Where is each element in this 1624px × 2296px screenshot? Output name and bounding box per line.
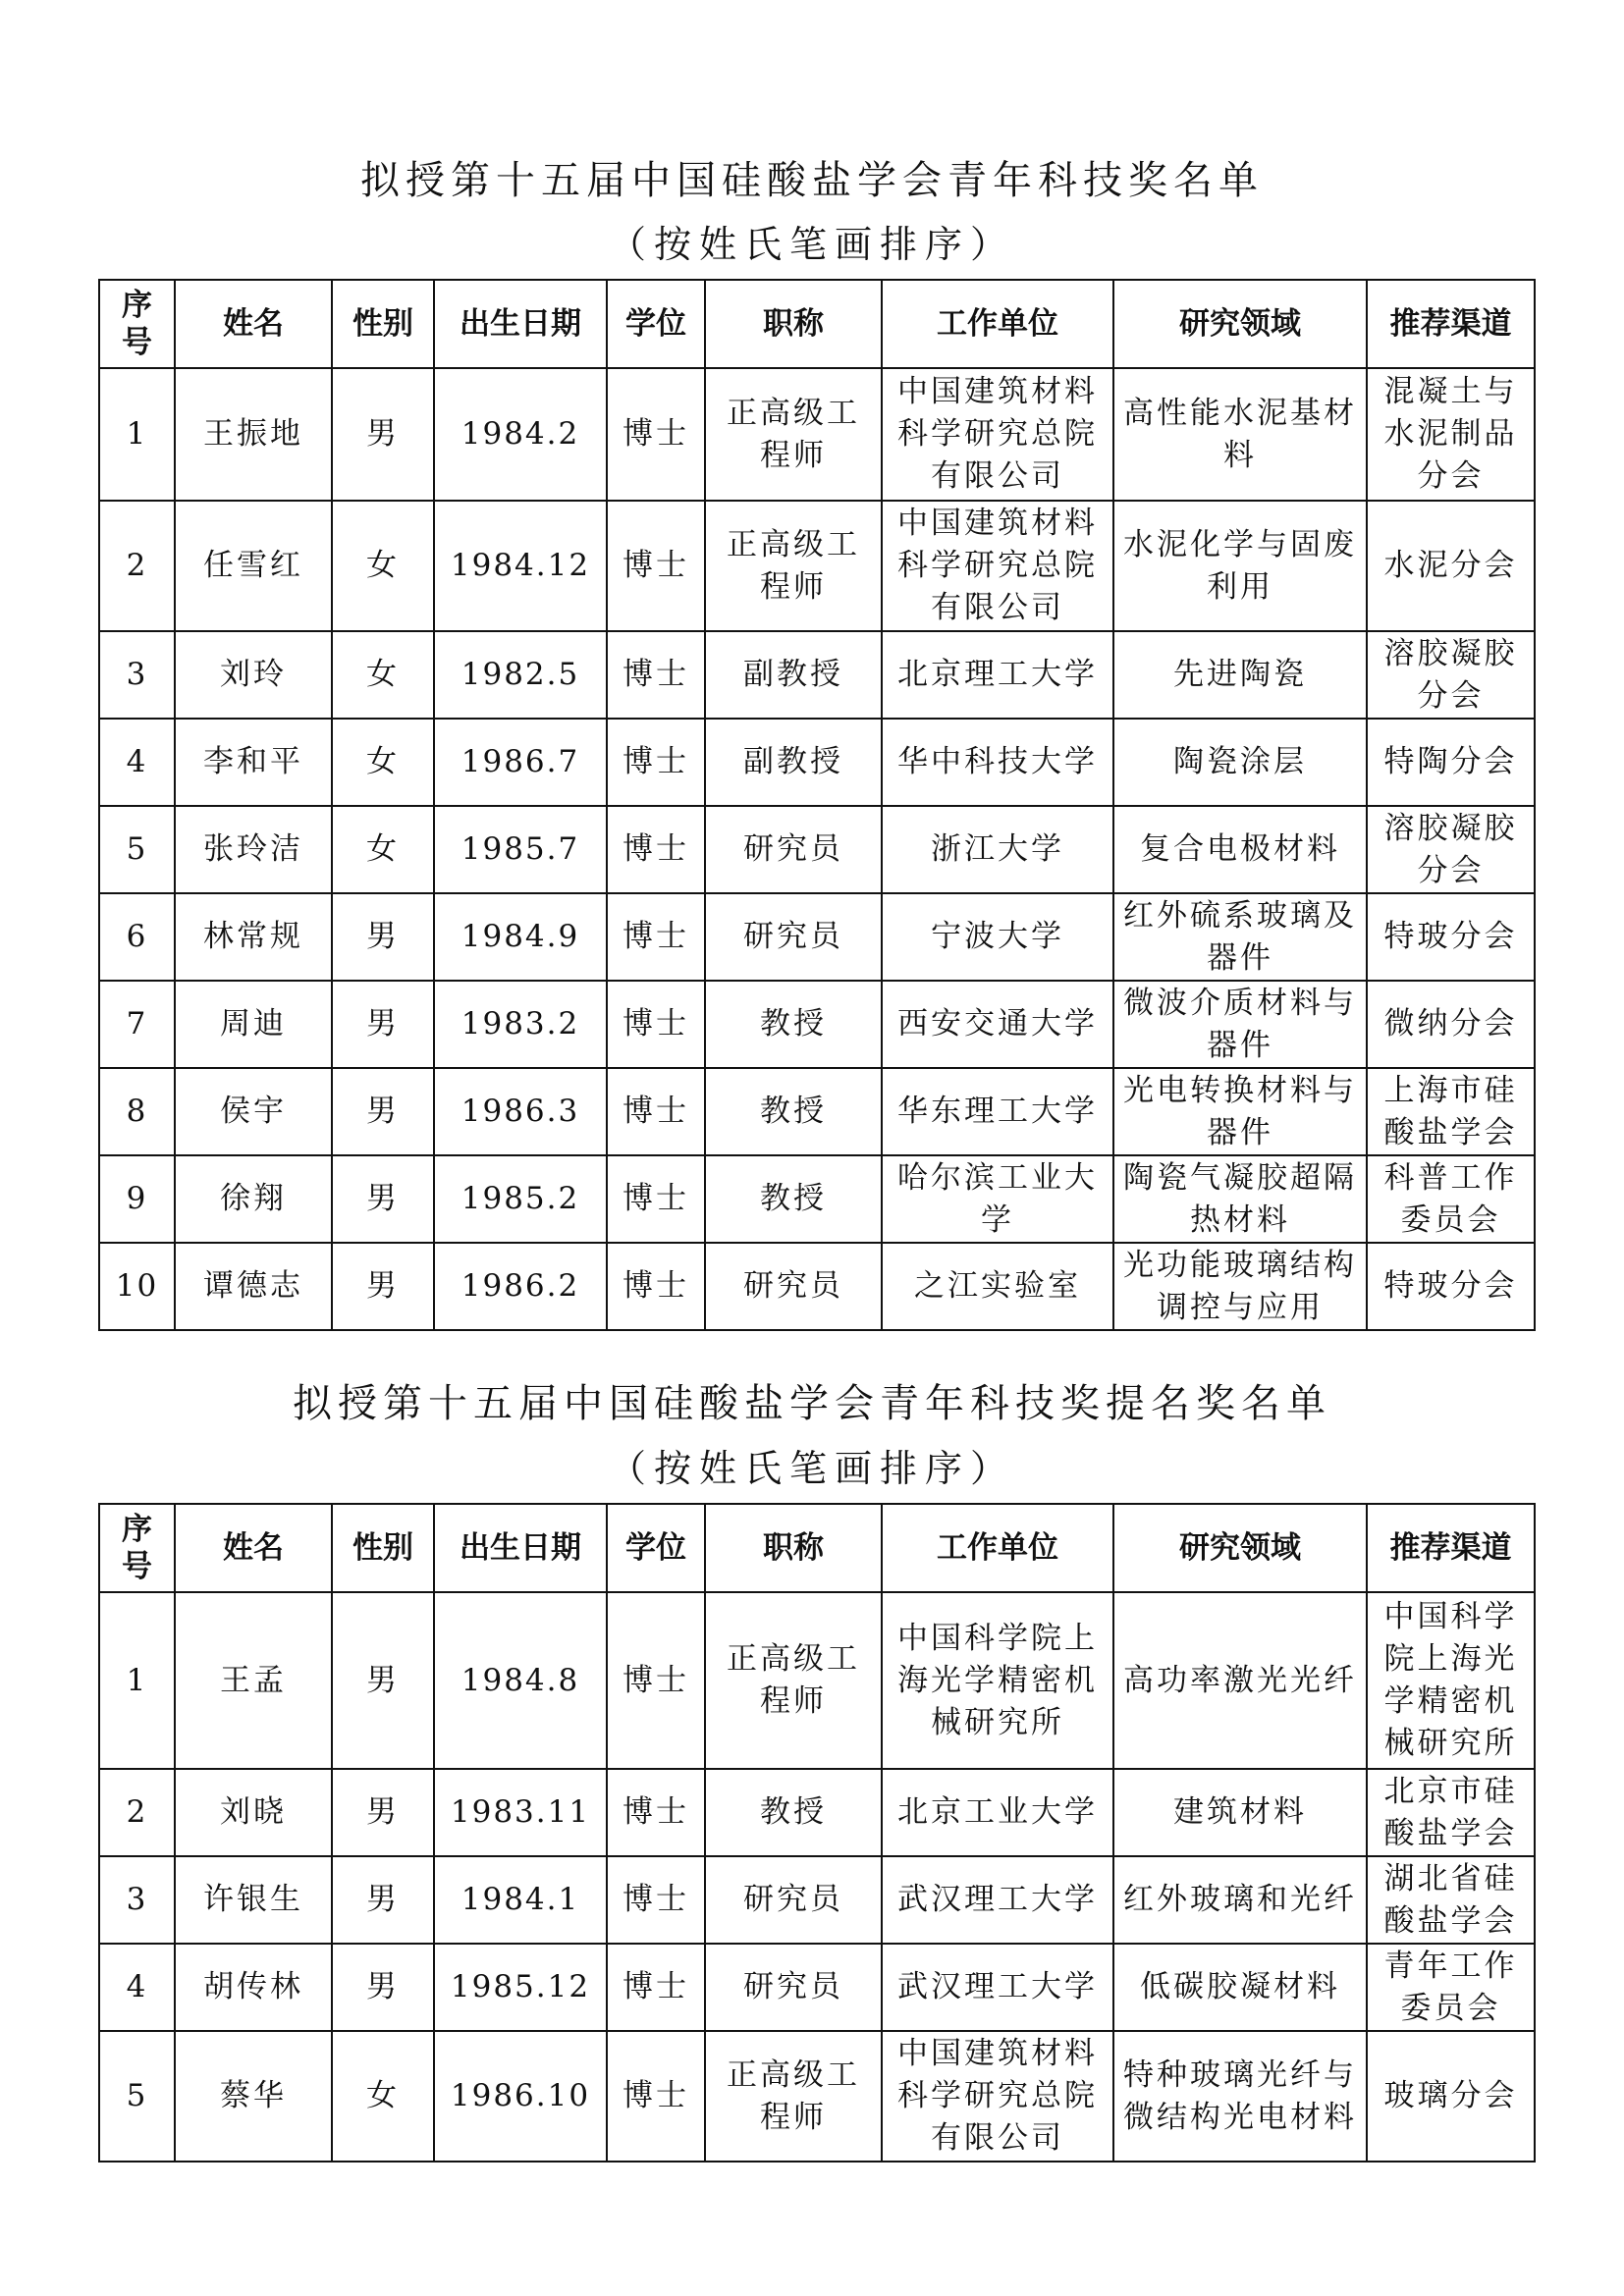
- research-field-cell: 光电转换材料与器件: [1113, 1068, 1367, 1155]
- degree-cell: 博士: [607, 1243, 705, 1330]
- recommend-channel-cell: 溶胶凝胶分会: [1367, 806, 1535, 893]
- birth-date-cell: 1982.5: [434, 631, 607, 719]
- title-rank-cell: 研究员: [705, 806, 882, 893]
- header-cell: 推荐渠道: [1367, 280, 1535, 368]
- work-unit-cell: 中国科学院上海光学精密机械研究所: [882, 1592, 1113, 1769]
- recommend-channel-cell: 科普工作委员会: [1367, 1155, 1535, 1243]
- research-field-cell: 陶瓷涂层: [1113, 719, 1367, 806]
- section2-subtitle: （按姓氏笔画排序）: [608, 1447, 1015, 1490]
- name-cell: 许银生: [175, 1856, 332, 1944]
- section1-subtitle: （按姓氏笔画排序）: [608, 223, 1015, 266]
- header-cell: 性别: [332, 280, 434, 368]
- gender-cell: 女: [332, 806, 434, 893]
- gender-cell: 女: [332, 631, 434, 719]
- table-row: [99, 501, 1535, 631]
- work-unit-cell: 北京工业大学: [882, 1769, 1113, 1856]
- table-row: [99, 1944, 1535, 2031]
- name-cell: 李和平: [175, 719, 332, 806]
- section2-title: 拟授第十五届中国硅酸盐学会青年科技奖提名奖名单: [293, 1381, 1331, 1426]
- recommend-channel-cell: 湖北省硅酸盐学会: [1367, 1856, 1535, 1944]
- header-cell: 工作单位: [882, 1504, 1113, 1592]
- degree-cell: 博士: [607, 981, 705, 1068]
- research-field-cell: 高功率激光光纤: [1113, 1592, 1367, 1769]
- award-table: [98, 279, 1536, 1331]
- header-cell: 出生日期: [434, 1504, 607, 1592]
- title-rank-cell: 副教授: [705, 719, 882, 806]
- header-cell: 序号: [99, 1504, 175, 1592]
- table-row: [99, 1769, 1535, 1856]
- gender-cell: 男: [332, 1243, 434, 1330]
- name-cell: 谭德志: [175, 1243, 332, 1330]
- name-cell: 刘晓: [175, 1769, 332, 1856]
- work-unit-cell: 之江实验室: [882, 1243, 1113, 1330]
- birth-date-cell: 1984.2: [434, 368, 607, 501]
- name-cell: 刘玲: [175, 631, 332, 719]
- birth-date-cell: 1983.2: [434, 981, 607, 1068]
- row-number: 4: [99, 1944, 175, 2031]
- row-number: 3: [99, 631, 175, 719]
- work-unit-cell: 北京理工大学: [882, 631, 1113, 719]
- title-rank-cell: 研究员: [705, 1243, 882, 1330]
- title-rank-cell: 正高级工程师: [705, 1592, 882, 1769]
- recommend-channel-cell: 青年工作委员会: [1367, 1944, 1535, 2031]
- row-number: 4: [99, 719, 175, 806]
- research-field-cell: 复合电极材料: [1113, 806, 1367, 893]
- table-header-row: [99, 1504, 1535, 1592]
- research-field-cell: 陶瓷气凝胶超隔热材料: [1113, 1155, 1367, 1243]
- work-unit-cell: 哈尔滨工业大学: [882, 1155, 1113, 1243]
- header-cell: 工作单位: [882, 280, 1113, 368]
- title-rank-cell: 研究员: [705, 1856, 882, 1944]
- gender-cell: 男: [332, 1155, 434, 1243]
- recommend-channel-cell: 溶胶凝胶分会: [1367, 631, 1535, 719]
- row-number: 9: [99, 1155, 175, 1243]
- degree-cell: 博士: [607, 806, 705, 893]
- title-rank-cell: 教授: [705, 1155, 882, 1243]
- gender-cell: 男: [332, 893, 434, 981]
- name-cell: 林常规: [175, 893, 332, 981]
- name-cell: 胡传林: [175, 1944, 332, 2031]
- recommend-channel-cell: 上海市硅酸盐学会: [1367, 1068, 1535, 1155]
- degree-cell: 博士: [607, 1769, 705, 1856]
- header-cell: 姓名: [175, 1504, 332, 1592]
- gender-cell: 男: [332, 1592, 434, 1769]
- name-cell: 徐翔: [175, 1155, 332, 1243]
- birth-date-cell: 1984.8: [434, 1592, 607, 1769]
- table-row: [99, 1068, 1535, 1155]
- name-cell: 王孟: [175, 1592, 332, 1769]
- name-cell: 张玲洁: [175, 806, 332, 893]
- title-rank-cell: 研究员: [705, 1944, 882, 2031]
- birth-date-cell: 1984.12: [434, 501, 607, 631]
- degree-cell: 博士: [607, 368, 705, 501]
- header-cell: 推荐渠道: [1367, 1504, 1535, 1592]
- row-number: 2: [99, 501, 175, 631]
- work-unit-cell: 宁波大学: [882, 893, 1113, 981]
- degree-cell: 博士: [607, 2031, 705, 2162]
- table-row: [99, 2031, 1535, 2162]
- recommend-channel-cell: 玻璃分会: [1367, 2031, 1535, 2162]
- title-rank-cell: 正高级工程师: [705, 501, 882, 631]
- table-row: [99, 368, 1535, 501]
- table-row: [99, 1243, 1535, 1330]
- header-cell: 职称: [705, 1504, 882, 1592]
- title-rank-cell: 教授: [705, 1068, 882, 1155]
- research-field-cell: 特种玻璃光纤与微结构光电材料: [1113, 2031, 1367, 2162]
- work-unit-cell: 中国建筑材料科学研究总院有限公司: [882, 368, 1113, 501]
- work-unit-cell: 中国建筑材料科学研究总院有限公司: [882, 2031, 1113, 2162]
- header-cell: 出生日期: [434, 280, 607, 368]
- gender-cell: 女: [332, 719, 434, 806]
- work-unit-cell: 浙江大学: [882, 806, 1113, 893]
- research-field-cell: 红外玻璃和光纤: [1113, 1856, 1367, 1944]
- header-cell: 研究领域: [1113, 280, 1367, 368]
- birth-date-cell: 1985.2: [434, 1155, 607, 1243]
- recommend-channel-cell: 特玻分会: [1367, 1243, 1535, 1330]
- row-number: 5: [99, 2031, 175, 2162]
- name-cell: 侯宇: [175, 1068, 332, 1155]
- work-unit-cell: 华中科技大学: [882, 719, 1113, 806]
- recommend-channel-cell: 水泥分会: [1367, 501, 1535, 631]
- name-cell: 蔡华: [175, 2031, 332, 2162]
- nomination-table: [98, 1503, 1536, 2163]
- degree-cell: 博士: [607, 1592, 705, 1769]
- research-field-cell: 红外硫系玻璃及器件: [1113, 893, 1367, 981]
- birth-date-cell: 1986.10: [434, 2031, 607, 2162]
- header-cell: 性别: [332, 1504, 434, 1592]
- table-row: [99, 631, 1535, 719]
- title-rank-cell: 正高级工程师: [705, 368, 882, 501]
- research-field-cell: 光功能玻璃结构调控与应用: [1113, 1243, 1367, 1330]
- degree-cell: 博士: [607, 893, 705, 981]
- recommend-channel-cell: 特玻分会: [1367, 893, 1535, 981]
- degree-cell: 博士: [607, 1155, 705, 1243]
- row-number: 7: [99, 981, 175, 1068]
- table-row: [99, 981, 1535, 1068]
- birth-date-cell: 1983.11: [434, 1769, 607, 1856]
- birth-date-cell: 1986.7: [434, 719, 607, 806]
- table-row: [99, 893, 1535, 981]
- row-number: 8: [99, 1068, 175, 1155]
- research-field-cell: 先进陶瓷: [1113, 631, 1367, 719]
- gender-cell: 女: [332, 501, 434, 631]
- degree-cell: 博士: [607, 1944, 705, 2031]
- recommend-channel-cell: 混凝土与水泥制品分会: [1367, 368, 1535, 501]
- name-cell: 王振地: [175, 368, 332, 501]
- row-number: 10: [99, 1243, 175, 1330]
- row-number: 2: [99, 1769, 175, 1856]
- row-number: 1: [99, 1592, 175, 1769]
- degree-cell: 博士: [607, 1856, 705, 1944]
- birth-date-cell: 1984.9: [434, 893, 607, 981]
- header-cell: 学位: [607, 1504, 705, 1592]
- recommend-channel-cell: 微纳分会: [1367, 981, 1535, 1068]
- birth-date-cell: 1985.7: [434, 806, 607, 893]
- name-cell: 周迪: [175, 981, 332, 1068]
- gender-cell: 男: [332, 1769, 434, 1856]
- row-number: 3: [99, 1856, 175, 1944]
- row-number: 5: [99, 806, 175, 893]
- table-header-row: [99, 280, 1535, 368]
- name-cell: 任雪红: [175, 501, 332, 631]
- research-field-cell: 低碳胶凝材料: [1113, 1944, 1367, 2031]
- gender-cell: 男: [332, 368, 434, 501]
- table-row: [99, 1856, 1535, 1944]
- research-field-cell: 水泥化学与固废利用: [1113, 501, 1367, 631]
- title-rank-cell: 副教授: [705, 631, 882, 719]
- birth-date-cell: 1986.2: [434, 1243, 607, 1330]
- recommend-channel-cell: 特陶分会: [1367, 719, 1535, 806]
- birth-date-cell: 1985.12: [434, 1944, 607, 2031]
- header-cell: 研究领域: [1113, 1504, 1367, 1592]
- gender-cell: 男: [332, 1068, 434, 1155]
- gender-cell: 男: [332, 1856, 434, 1944]
- recommend-channel-cell: 中国科学院上海光学精密机械研究所: [1367, 1592, 1535, 1769]
- title-rank-cell: 教授: [705, 981, 882, 1068]
- section1-title: 拟授第十五届中国硅酸盐学会青年科技奖名单: [360, 158, 1264, 203]
- row-number: 6: [99, 893, 175, 981]
- degree-cell: 博士: [607, 501, 705, 631]
- degree-cell: 博士: [607, 1068, 705, 1155]
- header-cell: 职称: [705, 280, 882, 368]
- header-cell: 学位: [607, 280, 705, 368]
- table-row: [99, 1155, 1535, 1243]
- title-rank-cell: 教授: [705, 1769, 882, 1856]
- header-cell: 姓名: [175, 280, 332, 368]
- gender-cell: 男: [332, 981, 434, 1068]
- title-rank-cell: 研究员: [705, 893, 882, 981]
- work-unit-cell: 武汉理工大学: [882, 1944, 1113, 2031]
- birth-date-cell: 1986.3: [434, 1068, 607, 1155]
- work-unit-cell: 华东理工大学: [882, 1068, 1113, 1155]
- recommend-channel-cell: 北京市硅酸盐学会: [1367, 1769, 1535, 1856]
- birth-date-cell: 1984.1: [434, 1856, 607, 1944]
- header-cell: 序号: [99, 280, 175, 368]
- degree-cell: 博士: [607, 719, 705, 806]
- gender-cell: 女: [332, 2031, 434, 2162]
- degree-cell: 博士: [607, 631, 705, 719]
- work-unit-cell: 西安交通大学: [882, 981, 1113, 1068]
- work-unit-cell: 中国建筑材料科学研究总院有限公司: [882, 501, 1113, 631]
- table-row: [99, 806, 1535, 893]
- research-field-cell: 建筑材料: [1113, 1769, 1367, 1856]
- title-rank-cell: 正高级工程师: [705, 2031, 882, 2162]
- gender-cell: 男: [332, 1944, 434, 2031]
- table-row: [99, 719, 1535, 806]
- research-field-cell: 微波介质材料与器件: [1113, 981, 1367, 1068]
- work-unit-cell: 武汉理工大学: [882, 1856, 1113, 1944]
- research-field-cell: 高性能水泥基材料: [1113, 368, 1367, 501]
- table-row: [99, 1592, 1535, 1769]
- row-number: 1: [99, 368, 175, 501]
